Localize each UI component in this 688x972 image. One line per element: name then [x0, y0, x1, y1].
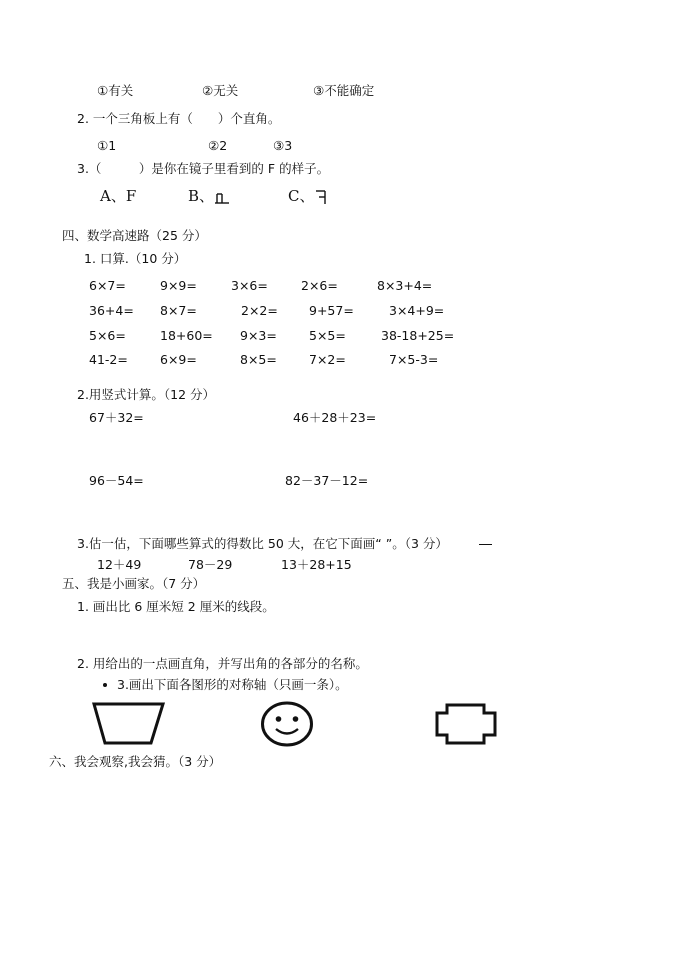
section5-q2: 2. 用给出的一点画直角，并写出角的各部分的名称。: [77, 656, 368, 671]
estimate-question: 3.估一估，下面哪些算式的得数比 50 大，在它下面画“ ”。（3 分）: [77, 536, 448, 551]
q2-option-3: ③3: [273, 138, 293, 153]
oral-item: 8×5=: [240, 352, 277, 367]
oral-item: 9+57=: [309, 303, 354, 318]
q2-option-2: ②2: [208, 138, 228, 153]
oral-item: 8×7=: [160, 303, 197, 318]
q3-option-b: B、: [188, 187, 215, 205]
oral-item: 5×5=: [309, 328, 346, 343]
oral-item: 6×9=: [160, 352, 197, 367]
q3-option-c: C、: [288, 187, 315, 205]
oral-item: 38-18+25=: [381, 328, 455, 343]
section5-q3: 3.画出下面各图形的对称轴（只画一条）。: [117, 677, 348, 692]
estimate-item: 78－29: [188, 557, 233, 572]
estimate-item: 13＋28+15: [281, 557, 352, 572]
oral-item: 3×4+9=: [389, 303, 445, 318]
bullet-dot: [103, 683, 107, 687]
vertical-calc-item: 67＋32=: [89, 410, 144, 425]
q3-question: 3.（ ）是你在镜子里看到的 F 的样子。: [77, 161, 330, 176]
vertical-calc-item: 96－54=: [89, 473, 144, 488]
smiley-face-shape: [259, 700, 315, 748]
q1-option-1: ①有关: [97, 83, 134, 98]
mirrored-f-glyph-b: [214, 190, 230, 206]
oral-item: 5×6=: [89, 328, 126, 343]
q2-option-1: ①1: [97, 138, 117, 153]
oral-item: 7×2=: [309, 352, 346, 367]
oral-item: 6×7=: [89, 278, 126, 293]
oral-item: 9×9=: [160, 278, 197, 293]
vertical-calc-item: 46＋28＋23=: [293, 410, 377, 425]
section5-title: 五、我是小画家。（7 分）: [62, 576, 206, 591]
oral-item: 7×5-3=: [389, 352, 439, 367]
vertical-calc-title: 2.用竖式计算。（12 分）: [77, 387, 216, 402]
q2-question: 2. 一个三角板上有（ ）个直角。: [77, 111, 281, 126]
oral-item: 9×3=: [240, 328, 277, 343]
q1-option-3: ③不能确定: [313, 83, 375, 98]
trapezoid-shape: [92, 702, 166, 746]
oral-item: 18+60=: [160, 328, 213, 343]
section6-title: 六、我会观察,我会猜。（3 分）: [49, 754, 222, 769]
section5-q1: 1. 画出比 6 厘米短 2 厘米的线段。: [77, 599, 275, 614]
oral-item: 2×2=: [241, 303, 278, 318]
oral-item: 8×3+4=: [377, 278, 433, 293]
section4-title: 四、数学高速路（25 分）: [62, 228, 207, 243]
oral-item: 36+4=: [89, 303, 134, 318]
cross-shape: [434, 702, 498, 746]
estimate-item: 12＋49: [97, 557, 142, 572]
oral-item: 2×6=: [301, 278, 338, 293]
q3-option-a: A、F: [100, 187, 137, 205]
oral-item: 3×6=: [231, 278, 268, 293]
q1-option-2: ②无关: [202, 83, 239, 98]
oral-item: 41-2=: [89, 352, 128, 367]
oral-calc-title: 1. 口算.（10 分）: [84, 251, 187, 266]
vertical-calc-item: 82－37－12=: [285, 473, 369, 488]
mirrored-f-glyph-c: [314, 189, 328, 205]
trailing-dash: [479, 544, 492, 545]
